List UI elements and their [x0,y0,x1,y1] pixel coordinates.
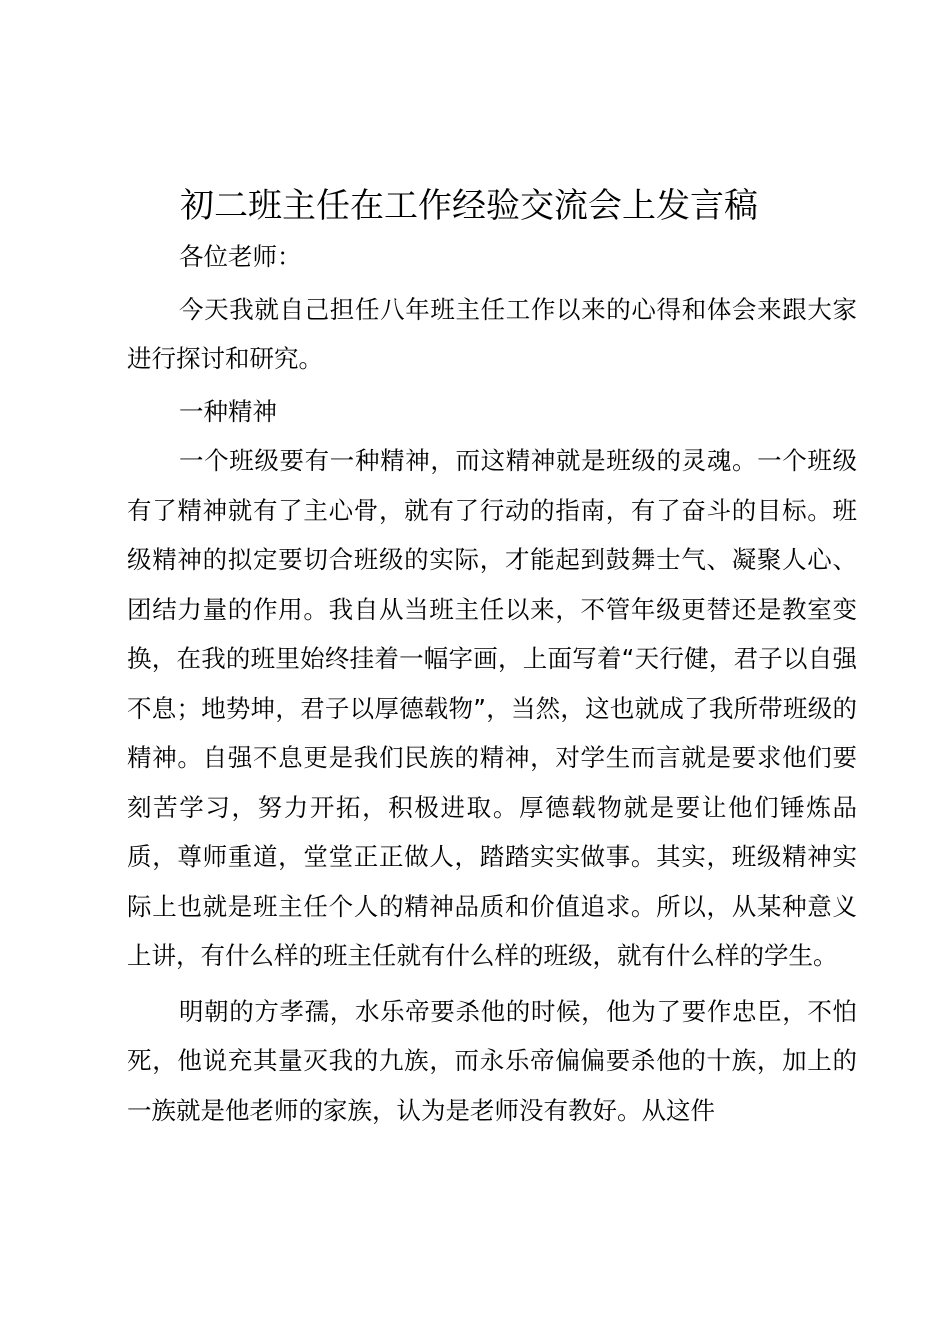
intro-paragraph: 今天我就自己担任八年班主任工作以来的心得和体会来跟大家进行探讨和研究。 [127,294,857,373]
section-heading: 一种精神 [179,396,277,426]
salutation-paragraph: 各位老师： [179,242,302,271]
document-body [127,232,857,1135]
body-paragraph: 一个班级要有一种精神，而这精神就是班级的灵魂。一个班级有了精神就有了主心骨，就有了行动的指南，有了奋斗的目标。班级精神的拟定要切合班级的实际，才能起到鼓舞士气、凝聚人心、团结力量的作用。我自从当班主任以来，不管年级更替还是教室变换，在我的班里始终挂着一幅字画，上面写着“天行健，君子以自强不息；地势坤，君子以厚德载物”，当然，这也就成了我所带班级的精神。自强不息更是我们民族的精神，对学生而言就是要求他们要刻苦学习，努力开拓，积极进取。厚德载物就是要让他们锤炼品质，尊师重道，堂堂正正做人，踏踏实实做事。其实，班级精神实际上也就是班主任个人的精神品质和价值追求。所以，从某种意义上讲，有什么样的班主任就有什么样的班级，就有什么样的学生。 [127,446,857,970]
document-title: 初二班主任在工作经验交流会上发言稿 [180,186,758,226]
body-paragraph: 明朝的方孝孺，水乐帝要杀他的时候，他为了要作忠臣，不怕死，他说充其量灭我的九族，而永乐帝偏偏要杀他的十族，加上的一族就是他老师的家族，认为是老师没有教好。从这件 [127,996,857,1125]
